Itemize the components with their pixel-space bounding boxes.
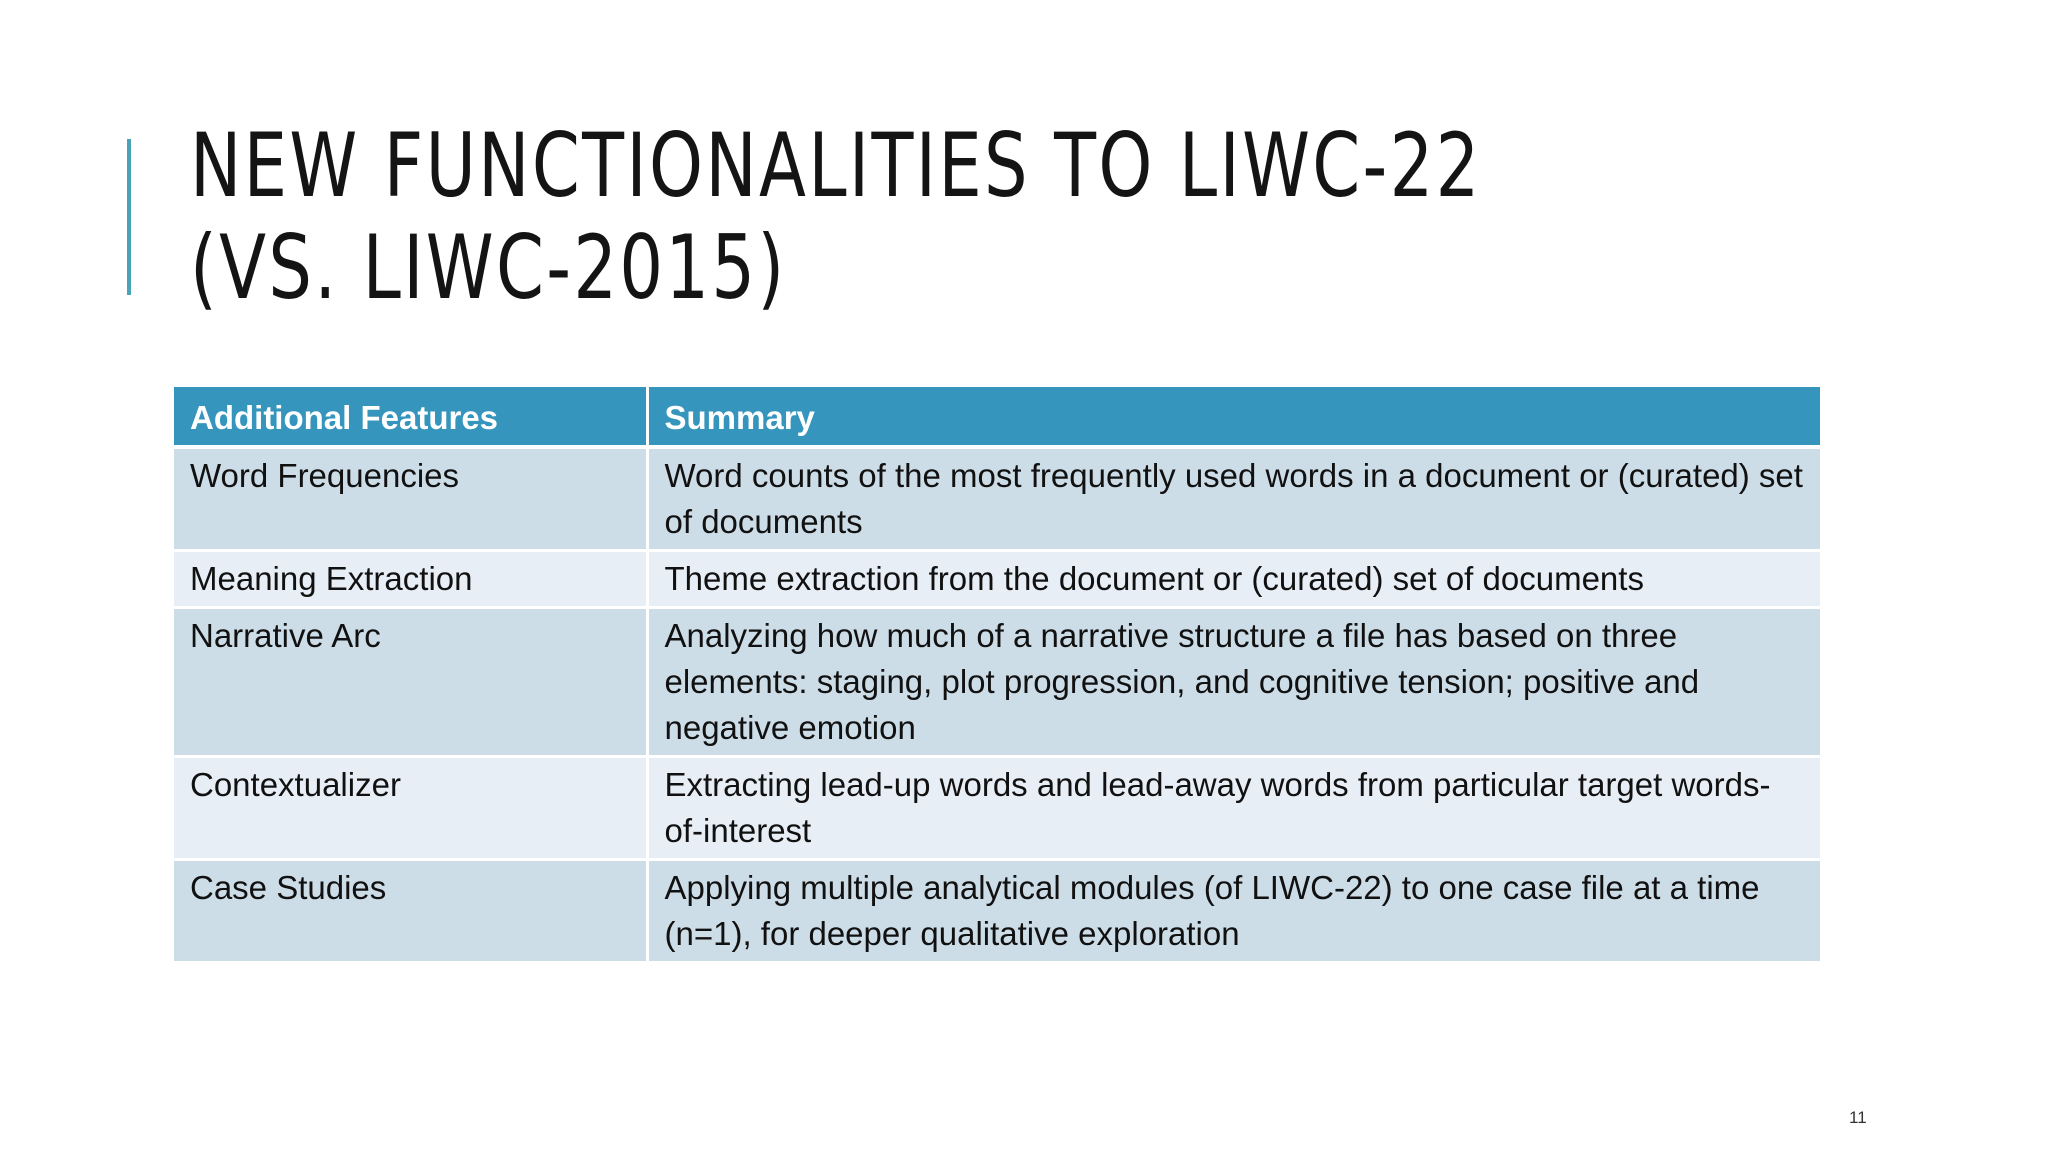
summary-cell: Extracting lead-up words and lead-away words from particular target words-of-interest (647, 757, 1820, 860)
slide-title (190, 115, 1482, 319)
feature-cell: Narrative Arc (174, 608, 647, 757)
table-row (174, 447, 1820, 551)
feature-cell: Meaning Extraction (174, 551, 647, 608)
features-table (174, 387, 1820, 964)
table-header-row (174, 387, 1820, 447)
slide-title-line-2: (VS. LIWC-2015) (190, 216, 787, 319)
feature-cell: Case Studies (174, 860, 647, 963)
feature-cell: Word Frequencies (174, 447, 647, 551)
table-row (174, 608, 1820, 757)
page-number: 11 (1849, 1108, 1867, 1127)
table-row (174, 860, 1820, 963)
slide-title-line-1: NEW FUNCTIONALITIES TO LIWC-22 (190, 114, 1482, 217)
title-accent-bar (127, 139, 131, 295)
header-additional-features: Additional Features (174, 387, 647, 447)
header-summary: Summary (647, 387, 1820, 447)
summary-cell: Applying multiple analytical modules (of LIWC-22) to one case file at a time (n=1), for deeper qualitative exploration (647, 860, 1820, 963)
summary-cell: Analyzing how much of a narrative structure a file has based on three elements: staging, plot progression, and cognitive tension; positive and negative emotion (647, 608, 1820, 757)
summary-cell: Word counts of the most frequently used words in a document or (curated) set of documents (647, 447, 1820, 551)
table-row (174, 551, 1820, 608)
table-row (174, 757, 1820, 860)
summary-cell: Theme extraction from the document or (curated) set of documents (647, 551, 1820, 608)
feature-cell: Contextualizer (174, 757, 647, 860)
